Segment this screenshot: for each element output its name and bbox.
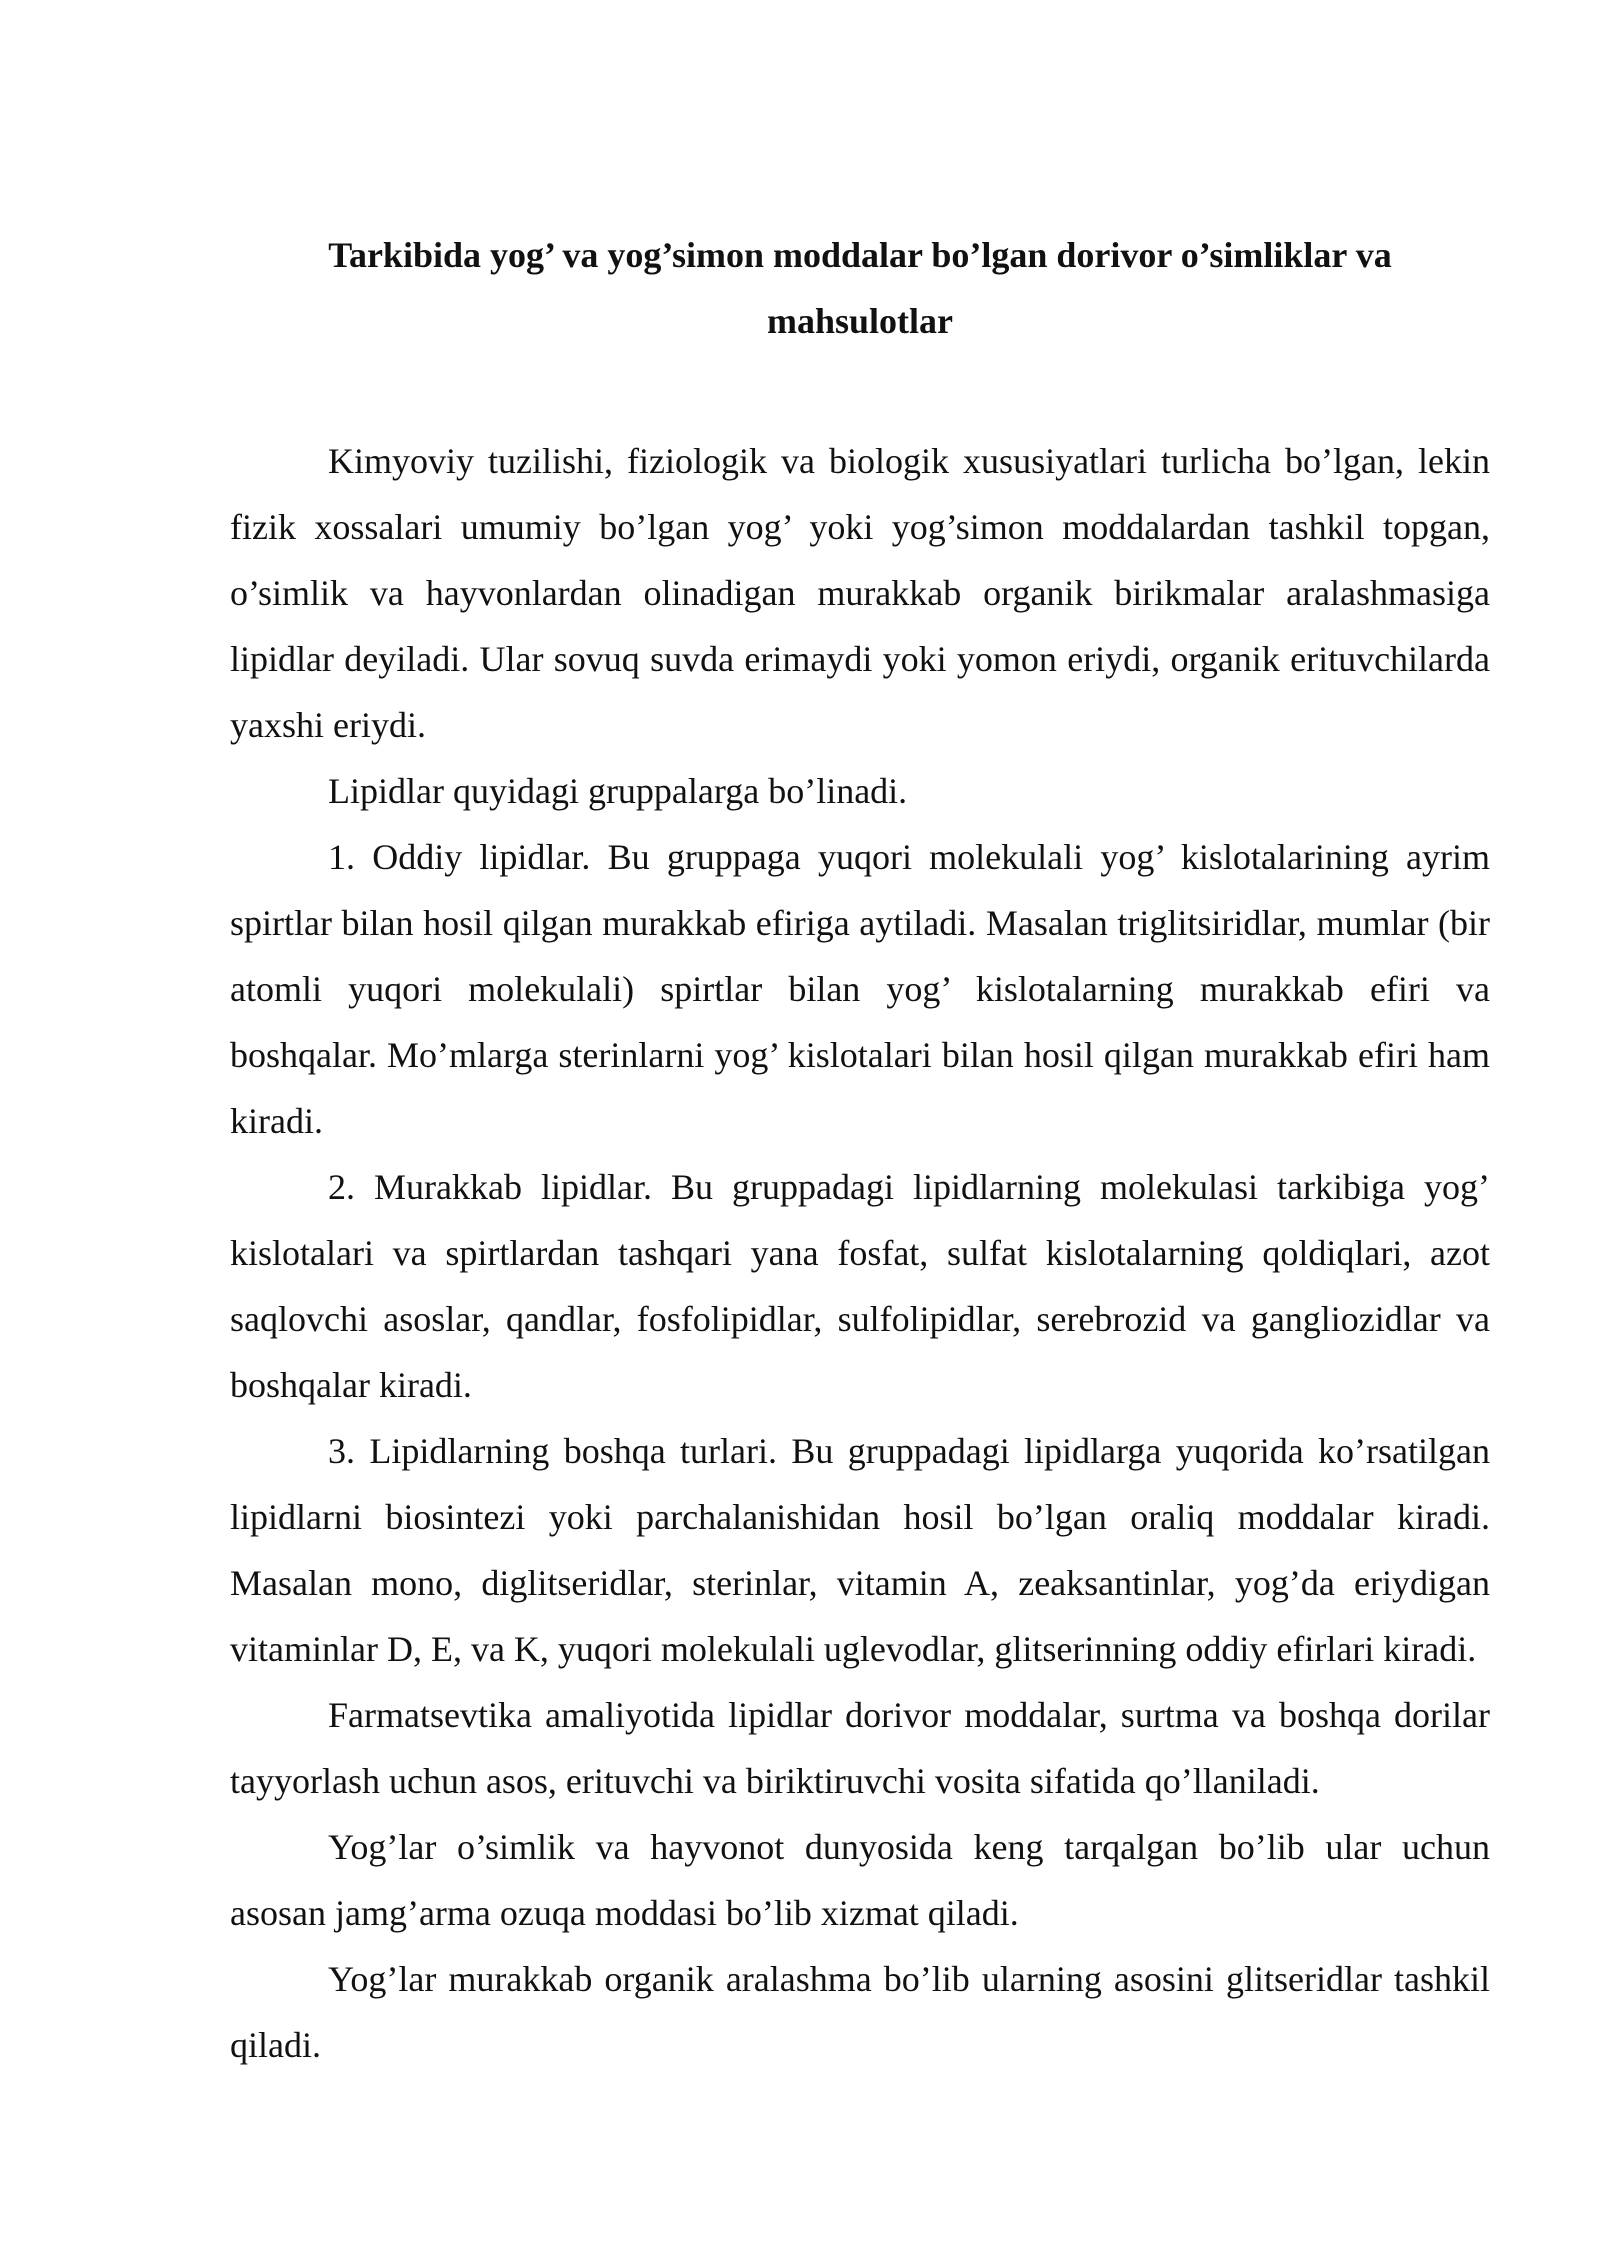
- document-title: Tarkibida yog’ va yog’simon moddalar bo’lgan dorivor o’simliklar va mahsulotlar: [328, 235, 1392, 341]
- paragraph-complex-lipids: 2. Murakkab lipidlar. Bu gruppadagi lipidlarning molekulasi tarkibiga yog’ kislotalari va spirtlardan tashqari yana fosfat, sulfat kislotalarning qoldiqlari, azot saqlovchi asoslar, qandlar, fosfolipidlar, sulfolipidlar, serebrozid va gangliozidlar va boshqalar kiradi.: [230, 1167, 1490, 1405]
- document-body: [230, 428, 1490, 2078]
- document-page: [230, 222, 1490, 2078]
- paragraph-simple-lipids: 1. Oddiy lipidlar. Bu gruppaga yuqori molekulali yog’ kislotalarining ayrim spirtlar bilan hosil qilgan murakkab efiriga aytiladi. Masalan triglitsiridlar, mumlar (bir atomli yuqori molekulali) spirtlar bilan yog’ kislotalarning murakkab efiri va boshqalar. Mo’mlarga sterinlarni yog’ kislotalari bilan hosil qilgan murakkab efiri ham kiradi.: [230, 837, 1490, 1141]
- paragraph-lipids-definition: Kimyoviy tuzilishi, fiziologik va biologik xususiyatlari turlicha bo’lgan, lekin fizik xossalari umumiy bo’lgan yog’ yoki yog’simon moddalardan tashkil topgan, o’simlik va hayvonlardan olinadigan murakkab organik birikmalar aralashmasiga lipidlar deyiladi. Ular sovuq suvda erimaydi yoki yomon eriydi, organik erituvchilarda yaxshi eriydi.: [230, 441, 1490, 745]
- paragraph-pharmaceutical-use: Farmatsevtika amaliyotida lipidlar dorivor moddalar, surtma va boshqa dorilar tayyorlash uchun asos, erituvchi va biriktiruvchi vosita sifatida qo’llaniladi.: [230, 1695, 1490, 1801]
- paragraph-lipid-groups: Lipidlar quyidagi gruppalarga bo’linadi.: [328, 771, 908, 811]
- paragraph-fats-distribution: Yog’lar o’simlik va hayvonot dunyosida keng tarqalgan bo’lib ular uchun asosan jamg’arma ozuqa moddasi bo’lib xizmat qiladi.: [230, 1827, 1490, 1933]
- paragraph-fats-composition: Yog’lar murakkab organik aralashma bo’lib ularning asosini glitseridlar tashkil qiladi.: [230, 1959, 1490, 2065]
- paragraph-other-lipids: 3. Lipidlarning boshqa turlari. Bu gruppadagi lipidlarga yuqorida ko’rsatilgan lipidlarni biosintezi yoki parchalanishidan hosil bo’lgan oraliq moddalar kiradi. Masalan mono, diglitseridlar, sterinlar, vitamin A, zeaksantinlar, yog’da eriydigan vitaminlar D, E, va K, yuqori molekulali uglevodlar, glitserinning oddiy efirlari kiradi.: [230, 1431, 1490, 1669]
